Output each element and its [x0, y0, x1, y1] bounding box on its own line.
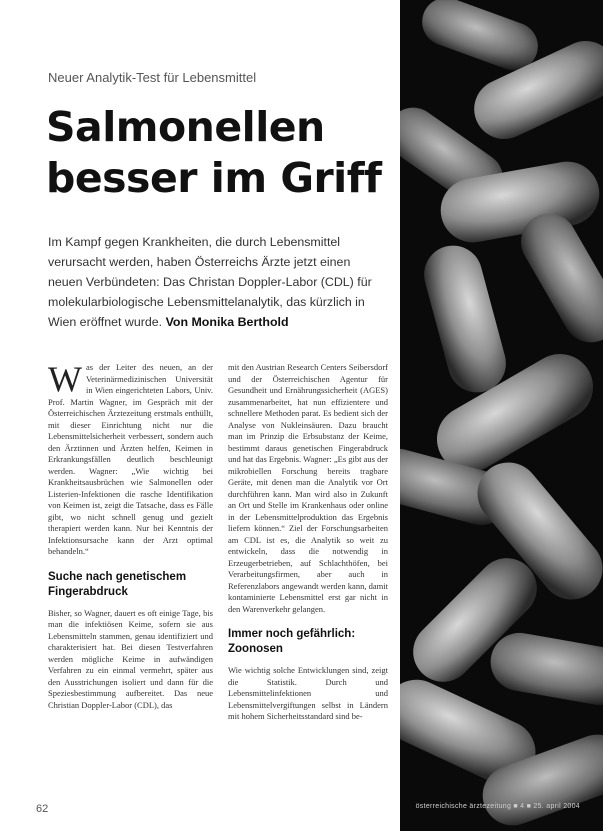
- publication-footer: österreichische ärztezeitung ■ 4 ■ 25. april 2004: [415, 803, 580, 810]
- section-subhead: Immer noch gefährlich: Zoonosen: [228, 628, 356, 655]
- article-headline: [46, 102, 386, 204]
- article-kicker: Neuer Analytik-Test für Lebensmittel: [48, 70, 257, 85]
- body-paragraph: Was der Leiter des neuen, an der Veterinärmedizinischen Universität in Wien eingerichteten Labors, Univ. Prof. Martin Wagner, im Gespräch mit der Österreichischen Ärztezeitung erstmals enthüllt, mit dieser Einrichtung nicht nur die Lebensmittelsicherheit verbessert, sondern auch den Ärztinnen und Ärzten helfen, Keimen in Erkrankungsfällen deutlich beschleunigt werden. Wagner: „Wie wichtig bei Krankheitsausbrüchen wie Salmonellen oder Listerien-Infektionen die rasche Identifikation von Keimen ist, zeigt die Tatsache, dass es Fälle gibt, wo nicht schnell genug und gezielt therapiert werden kann. Nur bei Kenntnis der Infektionsursache kann der Arzt optimal behandeln.“: [48, 359, 213, 556]
- body-column-2: [228, 362, 388, 729]
- body-column-1: [48, 359, 213, 717]
- body-paragraph: Bisher, so Wagner, dauert es oft einige Tage, bis man die infektiösen Keime, sofern sie aus Lebensmitteln stammen, genau identifiziert und charakterisiert hat. Bei diesen Testverfahren werden mögliche Keime in aufwändigen Verfahren zu ein einmal vermehrt, später aus den Ausstrichungen isoliert und dann für die Speziesbestimmung aufbereitet. Das neue Christian Doppler-Labor (CDL), das: [48, 607, 213, 710]
- page-number: 62: [36, 803, 49, 815]
- byline: Von Monika Berthold: [165, 315, 289, 329]
- lead-text: Im Kampf gegen Krankheiten, die durch Lebensmittel verursacht werden, haben Österreichs Ärzte jetzt einen neuen Verbündeten: Das Christan Doppler-Labor (CDL) für molekularbiologische Lebensmittelanalytik, das kürzlich in Wien eröffnet wurde.: [48, 235, 372, 329]
- headline-line-1: Salmonellen: [46, 103, 325, 151]
- body-paragraph: mit den Austrian Research Centers Seibersdorf und der Österreichischen Agentur für Gesundheit und Ernährungssicherheit (AGES) zusammenarbeitet, hat nun effizientere und schnellere Methoden parat. Es bedient sich der Analyse von Nukleinsäuren. Dazu braucht man im Prinzip die Erbsubstanz der Keime, bestimmt daraus genetischen Fingerabdruck und hat das Ergebnis. Wagner: „Es gibt aus der mikrobiellen Forschung bereits tragbare Geräte, mit denen man die Analytik vor Ort durchführen kann. Man wird also in Zukunft an Ort und Stelle im Krankenhaus oder online in der Lebensmittelproduktion das Ergebnis liefern können.“ Ziel der Forschungsarbeiten am CDL ist es, die Analytik so weit zu entwickeln, dass die notwendig in Erzeugerbetrieben, auf Schlachthöfen, bei Verarbeitungsfirmen, aber auch in Referenzlabors angewandt werden kann, damit kontaminierte Lebensmittel erst gar nicht in den Warenverkehr gelangen.: [228, 362, 388, 614]
- headline-line-2: besser im Griff: [46, 154, 382, 202]
- bacteria-photo: [400, 0, 603, 831]
- section-subhead: Suche nach genetischem Fingerabdruck: [48, 570, 187, 598]
- drop-cap: W: [48, 359, 82, 399]
- article-lead: [48, 232, 380, 332]
- body-paragraph: Wie wichtig solche Entwicklungen sind, zeigt die Statistik. Durch und Lebensmittelinfektionen und Lebensmittelvergiftungen selbst in Ländern mit hohem Sicherheitsstandard sind be-: [228, 665, 388, 721]
